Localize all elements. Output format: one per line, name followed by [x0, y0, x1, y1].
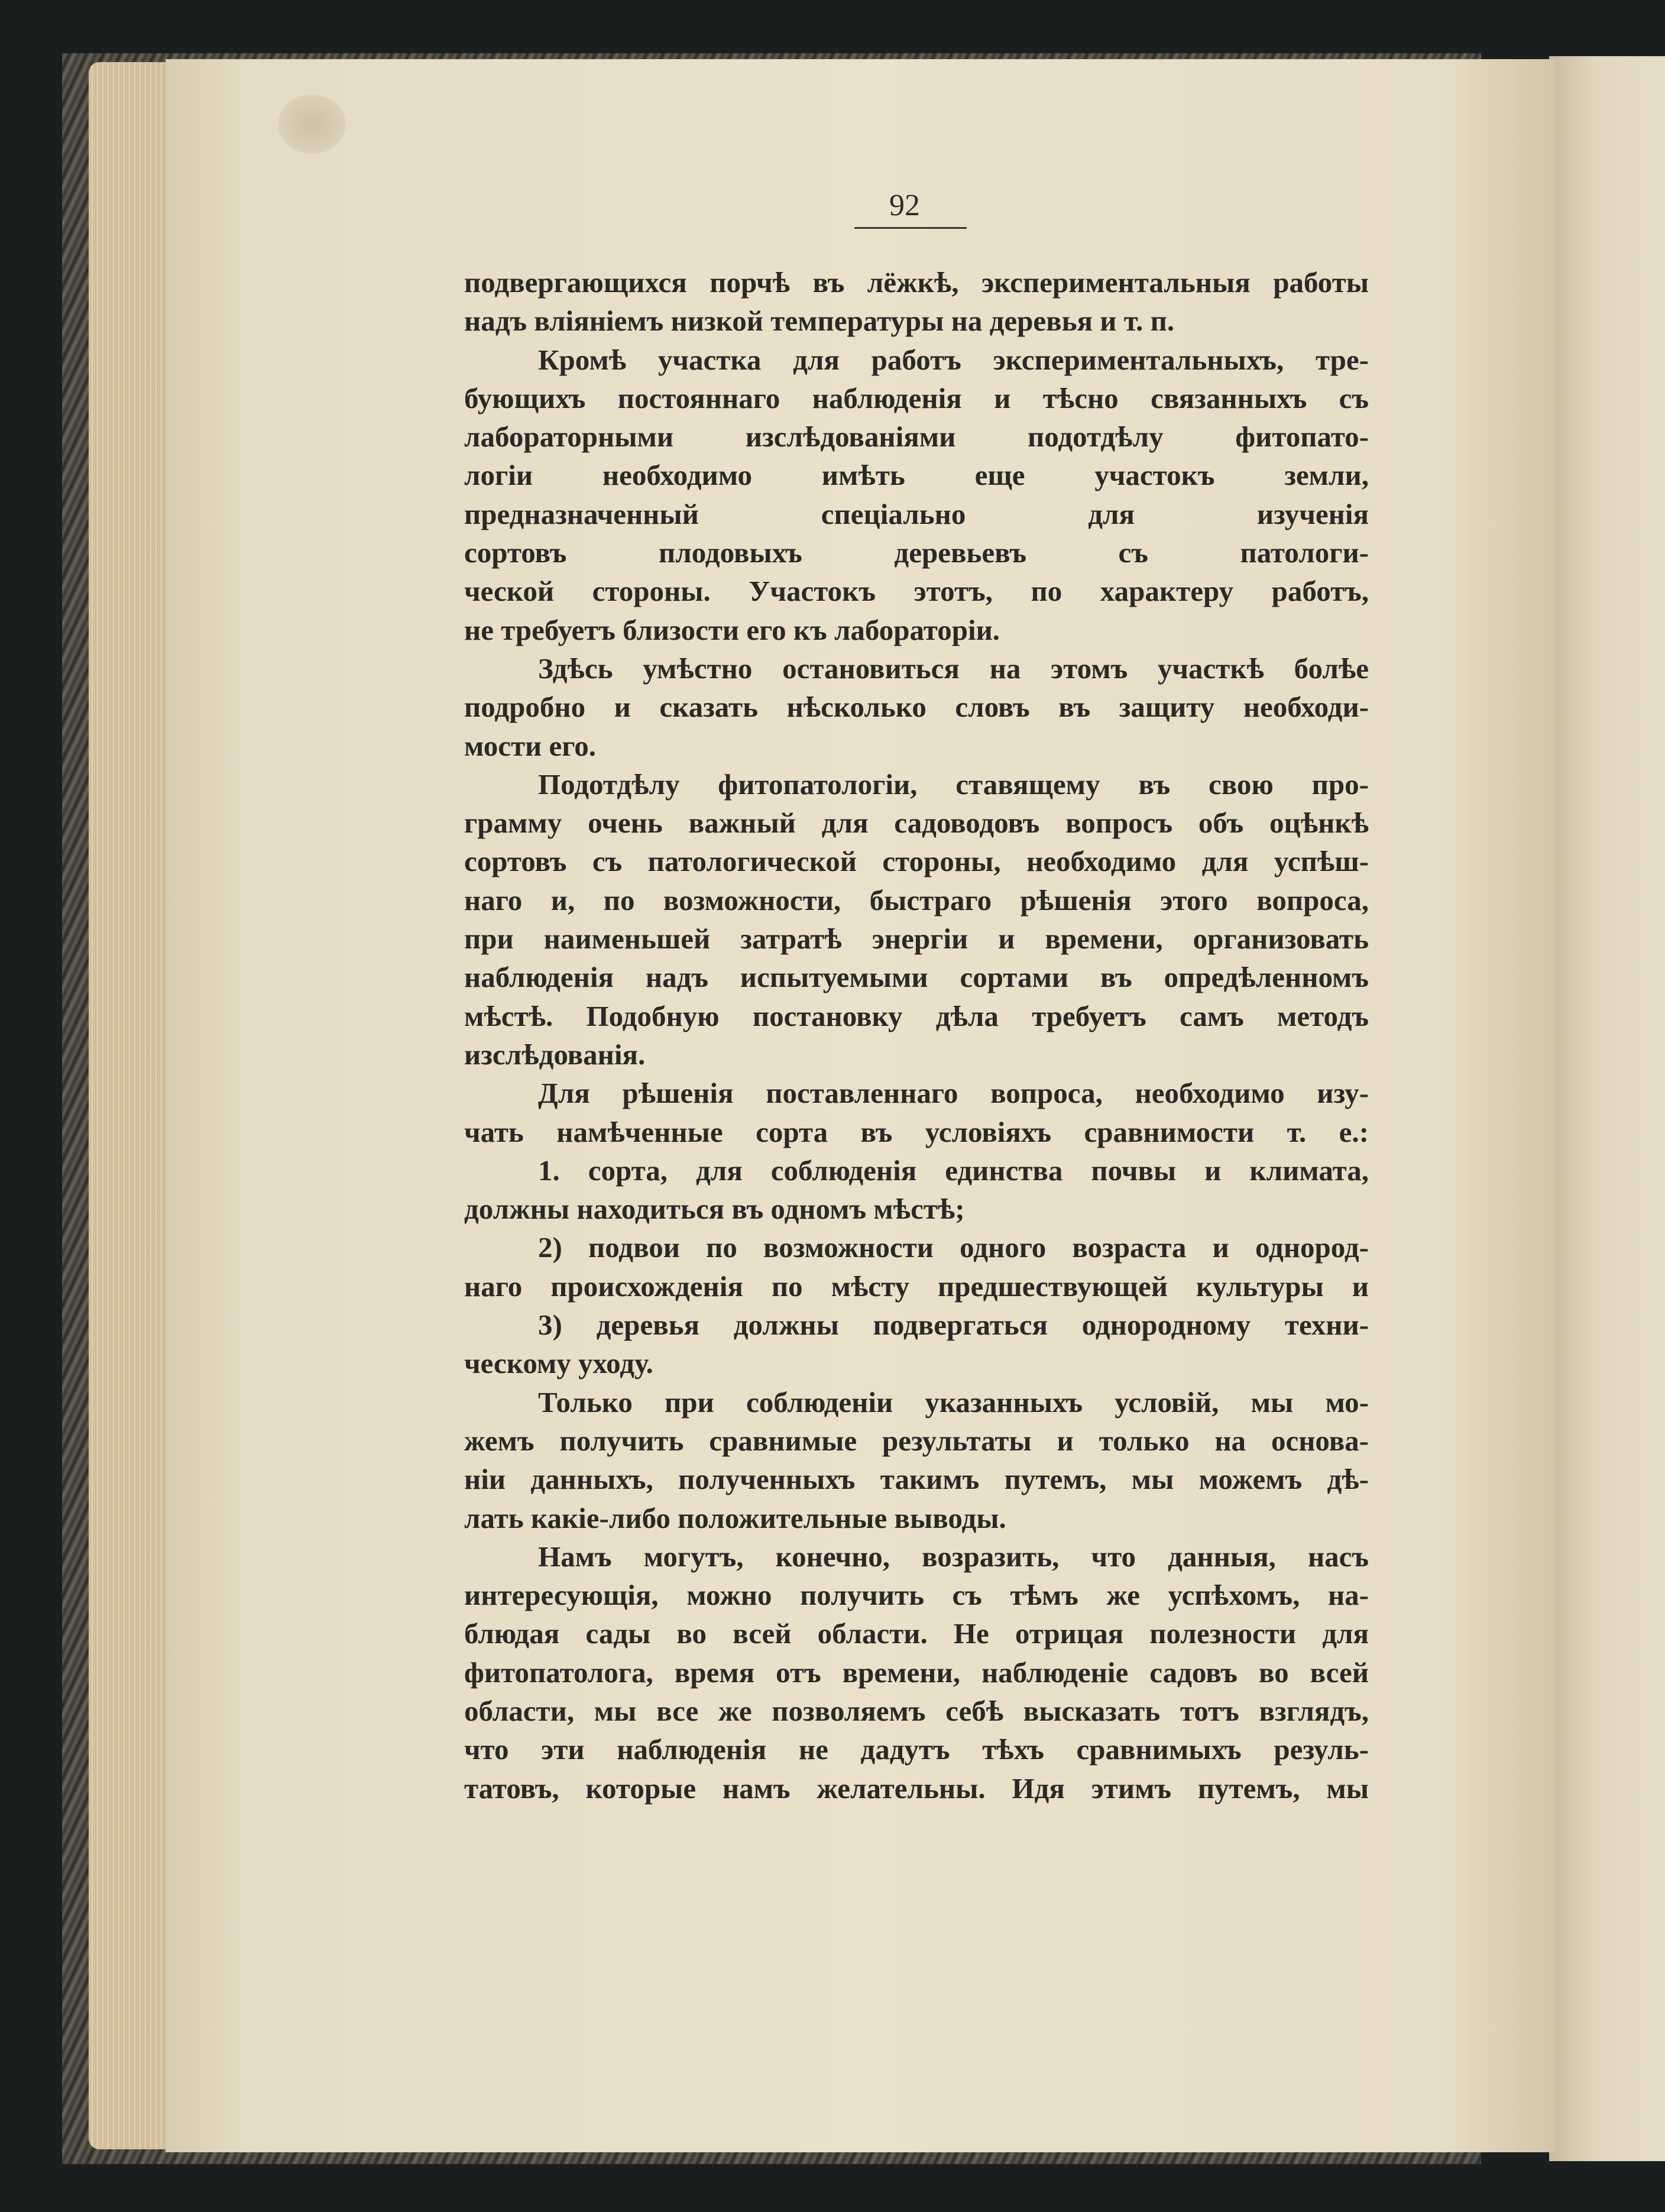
- facing-page: [1549, 56, 1665, 2161]
- text-line: бующихъ постояннаго наблюденія и тѣсно связанныхъ съ: [464, 381, 1369, 414]
- text-line: блюдая сады во всей области. Не отрицая полезности для: [464, 1617, 1369, 1650]
- text-line: Подотдѣлу фитопатологіи, ставящему въ свою про-: [538, 767, 1369, 801]
- text-line: интересующія, можно получить съ тѣмъ же успѣхомъ, на-: [464, 1579, 1369, 1612]
- text-line: подробно и сказать нѣсколько словъ въ защиту необходи-: [464, 691, 1369, 724]
- text-line: ческой стороны. Участокъ этотъ, по характеру работъ,: [464, 575, 1369, 608]
- text-line: ніи данныхъ, полученныхъ такимъ путемъ, мы можемъ дѣ-: [464, 1463, 1369, 1496]
- text-line: при наименьшей затратѣ энергіи и времени, организовать: [464, 922, 1369, 956]
- text-line: изслѣдованія.: [464, 1038, 646, 1071]
- text-line: не требуетъ близости его къ лабораторіи.: [464, 613, 1000, 646]
- text-line: 2) подвои по возможности одного возраста и однород-: [538, 1231, 1369, 1264]
- text-line: мости его.: [464, 729, 597, 762]
- page-edges: [89, 62, 171, 2149]
- text-line: жемъ получить сравнимые результаты и только на основа-: [464, 1424, 1369, 1457]
- text-line: Только при соблюденіи указанныхъ условій, мы мо-: [538, 1385, 1369, 1418]
- text-line: наго происхожденія по мѣсту предшествующей культуры и: [464, 1269, 1369, 1303]
- text-line: сортовъ плодовыхъ деревьевъ съ патологи-: [464, 536, 1369, 569]
- text-line: подвергающихся порчѣ въ лёжкѣ, экспериментальныя работы: [464, 266, 1369, 299]
- page-number-rule: [854, 227, 967, 229]
- text-line: должны находиться въ одномъ мѣстѣ;: [464, 1193, 965, 1226]
- text-line: наблюденія надъ испытуемыми сортами въ опредѣленномъ: [464, 961, 1369, 994]
- page-number: 92: [889, 189, 920, 222]
- text-line: татовъ, которые намъ желательны. Идя этимъ путемъ, мы: [464, 1771, 1369, 1805]
- text-line: 3) деревья должны подвергаться однородному техни-: [538, 1309, 1369, 1342]
- text-line: ческому уходу.: [464, 1347, 653, 1380]
- text-line: Для рѣшенія поставленнаго вопроса, необходимо изу-: [538, 1077, 1369, 1110]
- text-line: грамму очень важный для садоводовъ вопросъ объ оцѣнкѣ: [464, 807, 1369, 840]
- text-line: лать какіе-либо положительные выводы.: [464, 1501, 1006, 1534]
- page-text: [464, 263, 1369, 1808]
- text-line: надъ вліяніемъ низкой температуры на деревья и т. п.: [464, 305, 1175, 338]
- text-line: чать намѣченные сорта въ условіяхъ сравнимости т. е.:: [464, 1115, 1369, 1148]
- paper-stain: [278, 95, 346, 154]
- text-line: Кромѣ участка для работъ экспериментальныхъ, тре-: [538, 343, 1369, 376]
- text-line: мѣстѣ. Подобную постановку дѣла требуетъ самъ методъ: [464, 999, 1369, 1032]
- text-line: области, мы все же позволяемъ себѣ высказать тотъ взглядъ,: [464, 1694, 1369, 1727]
- text-line: лабораторными изслѣдованіями подотдѣлу фитопато-: [464, 420, 1369, 454]
- text-line: 1. сорта, для соблюденія единства почвы и климата,: [538, 1154, 1369, 1187]
- text-line: сортовъ съ патологической стороны, необходимо для успѣш-: [464, 845, 1369, 878]
- text-line: предназначенный спеціально для изученія: [464, 497, 1369, 530]
- text-line: Намъ могутъ, конечно, возразить, что данныя, насъ: [538, 1540, 1369, 1573]
- text-line: логіи необходимо имѣть еще участокъ земли,: [464, 459, 1369, 492]
- text-line: Здѣсь умѣстно остановиться на этомъ участкѣ болѣе: [538, 652, 1369, 685]
- text-line: наго и, по возможности, быстраго рѣшенія этого вопроса,: [464, 883, 1369, 916]
- text-line: что эти наблюденія не дадутъ тѣхъ сравнимыхъ резуль-: [464, 1733, 1369, 1766]
- text-line: фитопатолога, время отъ времени, наблюденіе садовъ во всей: [464, 1656, 1369, 1689]
